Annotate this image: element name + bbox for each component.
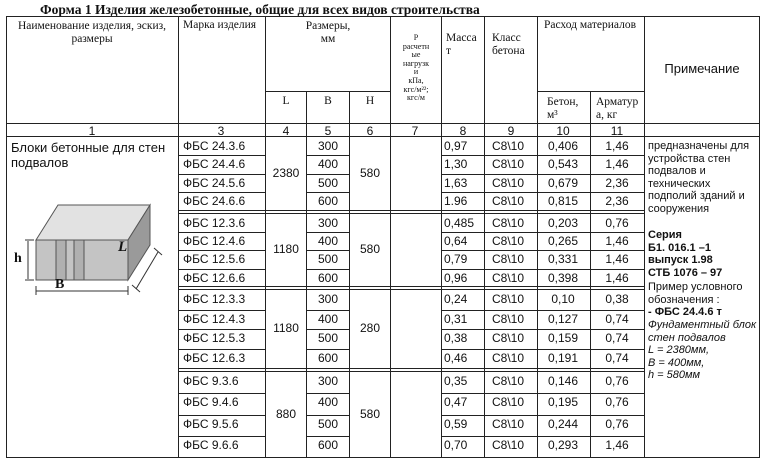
cell-concrete: 0,191 (547, 350, 579, 365)
cell-concrete: 0,398 (547, 270, 579, 285)
cell-mark: ФБС 9.6.6 (183, 438, 239, 453)
cell-B: 500 (317, 331, 339, 346)
cell-B: 600 (317, 350, 339, 365)
cell-L: 1180 (273, 242, 299, 257)
note-line: стен подвалов (648, 331, 726, 344)
cell-class: С8\10 (492, 416, 525, 431)
header-consumption: Расход материалов (543, 19, 637, 31)
cell-mark: ФБС 12.5.3 (183, 331, 246, 346)
cell-mark: ФБС 12.3.6 (183, 216, 246, 230)
cell-class: С8\10 (492, 374, 525, 388)
cell-L: 1180 (273, 321, 299, 336)
cell-B: 300 (317, 374, 339, 388)
note-line: h = 580мм (648, 369, 701, 382)
note-line: B = 400мм, (648, 356, 705, 369)
cell-concrete: 0,265 (547, 234, 579, 249)
column-number: 11 (610, 124, 624, 138)
cell-class: С8\10 (492, 216, 525, 230)
column-number: 1 (88, 124, 96, 138)
note-example-desc (648, 319, 767, 382)
note-line: Серия (648, 229, 682, 241)
cell-mark: ФБС 12.5.6 (183, 252, 246, 267)
cell-concrete: 0,406 (547, 139, 579, 153)
cell-class: С8\10 (492, 139, 525, 153)
cell-B: 400 (317, 311, 339, 326)
sketch-label-B: B (55, 277, 65, 292)
cell-mass: 0,31 (444, 311, 468, 326)
cell-mark: ФБС 9.5.6 (183, 416, 239, 431)
note-line: подполий зданий и (648, 190, 745, 203)
sketch-label-h: h (14, 251, 22, 266)
cell-mass: 1,30 (444, 157, 468, 172)
cell-mass: 1,63 (444, 175, 468, 190)
cell-mark: ФБС 12.3.3 (183, 292, 246, 306)
note-line: L = 2380мм, (648, 344, 710, 357)
note-line: сооружения (648, 202, 710, 215)
cell-class: С8\10 (492, 311, 525, 326)
cell-B: 400 (317, 395, 339, 410)
cell-class: С8\10 (492, 292, 525, 306)
note-example (648, 281, 767, 306)
header-mass: Масса т (446, 32, 477, 57)
note-line: расчетн (402, 41, 430, 51)
cell-B: 600 (317, 270, 339, 285)
cell-rebar: 0,38 (605, 292, 629, 306)
cell-concrete: 0,195 (547, 395, 579, 410)
note-line: Б1. 016.1 –1 (648, 241, 711, 254)
header-load (393, 34, 439, 103)
note-line: СТБ 1076 – 97 (648, 266, 723, 279)
cell-mass: 0,70 (444, 438, 468, 453)
header-note: Примечание (664, 61, 740, 76)
header-mark: Марка изделия (183, 19, 257, 31)
cell-class: С8\10 (492, 252, 525, 267)
note-line: устройства стен (648, 152, 731, 165)
cell-concrete: 0,815 (547, 193, 579, 208)
block-sketch (25, 205, 162, 295)
note-line: Р (413, 33, 419, 42)
cell-mark: ФБС 12.6.3 (183, 350, 246, 365)
cell-mass: 0,59 (444, 416, 468, 431)
cell-mass: 0,35 (444, 374, 468, 388)
column-number: 5 (324, 124, 332, 138)
cell-B: 500 (317, 252, 339, 267)
note-line: нагрузк (402, 58, 430, 68)
cell-concrete: 0,679 (547, 175, 579, 190)
page-title: Форма 1 Изделия железобетонные, общие для всех видов строительства (40, 2, 480, 17)
note-line: кгс/м²²; (403, 84, 429, 94)
header-name: Наименование изделия, эскиз, размеры (17, 20, 167, 45)
header-concrete: Бетон, м³ (547, 96, 579, 121)
note-line: кПа, (408, 75, 424, 85)
cell-rebar: 1,46 (605, 270, 629, 285)
cell-L: 880 (275, 406, 297, 421)
header-sizes: Размеры, мм (305, 20, 351, 45)
cell-H: 580 (359, 406, 381, 421)
cell-B: 300 (317, 292, 339, 306)
cell-rebar: 1,46 (605, 157, 629, 172)
column-number: 4 (282, 124, 290, 138)
cell-H: 580 (359, 165, 381, 180)
column-number: 8 (459, 124, 467, 138)
cell-concrete: 0,331 (547, 252, 579, 267)
cell-rebar: 1,46 (605, 234, 629, 249)
cell-mass: 0,79 (444, 252, 468, 267)
sketch-label-L: L (118, 239, 128, 255)
cell-mark: ФБС 24.3.6 (183, 139, 246, 153)
note-line: ые (411, 50, 421, 60)
cell-rebar: 0,76 (605, 395, 629, 410)
cell-mass: 0,64 (444, 234, 468, 249)
column-number: 10 (556, 124, 570, 138)
cell-mass: 0,485 (444, 216, 475, 230)
header-B: B (324, 95, 332, 107)
cell-concrete: 0,543 (547, 157, 579, 172)
cell-rebar: 1,46 (605, 252, 629, 267)
cell-mark: ФБС 12.4.6 (183, 234, 246, 249)
cell-class: С8\10 (492, 270, 525, 285)
cell-class: С8\10 (492, 331, 525, 346)
column-number: 9 (507, 124, 515, 138)
cell-mass: 0,46 (444, 350, 468, 365)
cell-concrete: 0,159 (547, 331, 579, 346)
note-series (648, 229, 767, 279)
cell-class: С8\10 (492, 193, 525, 208)
cell-mass: 0,47 (444, 395, 468, 410)
note-purpose (648, 140, 767, 216)
cell-mass: 0,38 (444, 331, 468, 346)
note-line: Пример условного (648, 281, 743, 293)
cell-mark: ФБС 12.6.6 (183, 270, 246, 285)
product-name: Блоки бетонные для стен подвалов (11, 140, 166, 170)
cell-B: 400 (317, 157, 339, 172)
cell-mass: 0,96 (444, 270, 468, 285)
cell-mass: 1.96 (444, 193, 468, 208)
cell-L: 2380 (272, 165, 300, 180)
cell-class: С8\10 (492, 157, 525, 172)
cell-mark: ФБС 24.5.6 (183, 175, 246, 190)
cell-rebar: 2,36 (605, 193, 629, 208)
cell-rebar: 1,46 (605, 438, 629, 453)
cell-rebar: 2,36 (605, 175, 629, 190)
cell-B: 300 (317, 216, 339, 230)
cell-H: 280 (359, 321, 381, 336)
cell-concrete: 0,146 (547, 374, 579, 388)
cell-rebar: 0,76 (605, 374, 629, 388)
header-H: H (365, 95, 375, 107)
cell-class: С8\10 (492, 395, 525, 410)
column-number: 6 (366, 124, 374, 138)
cell-class: С8\10 (492, 234, 525, 249)
cell-rebar: 1,46 (605, 139, 629, 153)
cell-concrete: 0,10 (551, 292, 575, 306)
note-line: Фундаментный блок (648, 319, 757, 331)
cell-B: 400 (317, 234, 339, 249)
header-L: L (282, 95, 290, 107)
cell-H: 580 (359, 242, 381, 257)
cell-rebar: 0,74 (605, 350, 629, 365)
cell-mark: ФБС 12.4.3 (183, 311, 246, 326)
cell-B: 500 (317, 175, 339, 190)
cell-rebar: 0,74 (605, 331, 629, 346)
cell-concrete: 0,293 (547, 438, 579, 453)
note-line: подвалов и (648, 165, 706, 178)
cell-mark: ФБС 24.6.6 (183, 193, 246, 208)
cell-B: 500 (317, 416, 339, 431)
note-line: предназначены для (648, 140, 750, 152)
cell-mark: ФБС 24.4.6 (183, 157, 246, 172)
note-line: обозначения : (648, 293, 720, 306)
note-line: выпуск 1.98 (648, 254, 713, 267)
header-rebar: Арматур а, кг (596, 96, 639, 121)
note-line: технических (648, 177, 711, 190)
cell-mark: ФБС 9.4.6 (183, 395, 239, 410)
cell-rebar: 0,74 (605, 311, 629, 326)
cell-concrete: 0,244 (547, 416, 579, 431)
cell-rebar: 0,76 (605, 216, 629, 230)
note-example-code: - ФБС 24.4.6 т (648, 306, 722, 318)
cell-mass: 0,24 (444, 292, 468, 306)
cell-class: С8\10 (492, 438, 525, 453)
cell-concrete: 0,127 (547, 311, 579, 326)
cell-B: 600 (317, 193, 339, 208)
cell-mass: 0,97 (444, 139, 468, 153)
cell-class: С8\10 (492, 175, 525, 190)
cell-concrete: 0,203 (547, 216, 579, 230)
cell-B: 600 (317, 438, 339, 453)
cell-class: С8\10 (492, 350, 525, 365)
column-number: 7 (411, 124, 419, 138)
note-line: и (413, 67, 419, 77)
cell-B: 300 (317, 139, 339, 153)
header-class: Класс бетона (492, 32, 525, 57)
column-number: 3 (217, 124, 225, 138)
note-line: кгс/м (406, 93, 425, 103)
cell-rebar: 0,76 (605, 416, 629, 431)
cell-mark: ФБС 9.3.6 (183, 374, 239, 388)
